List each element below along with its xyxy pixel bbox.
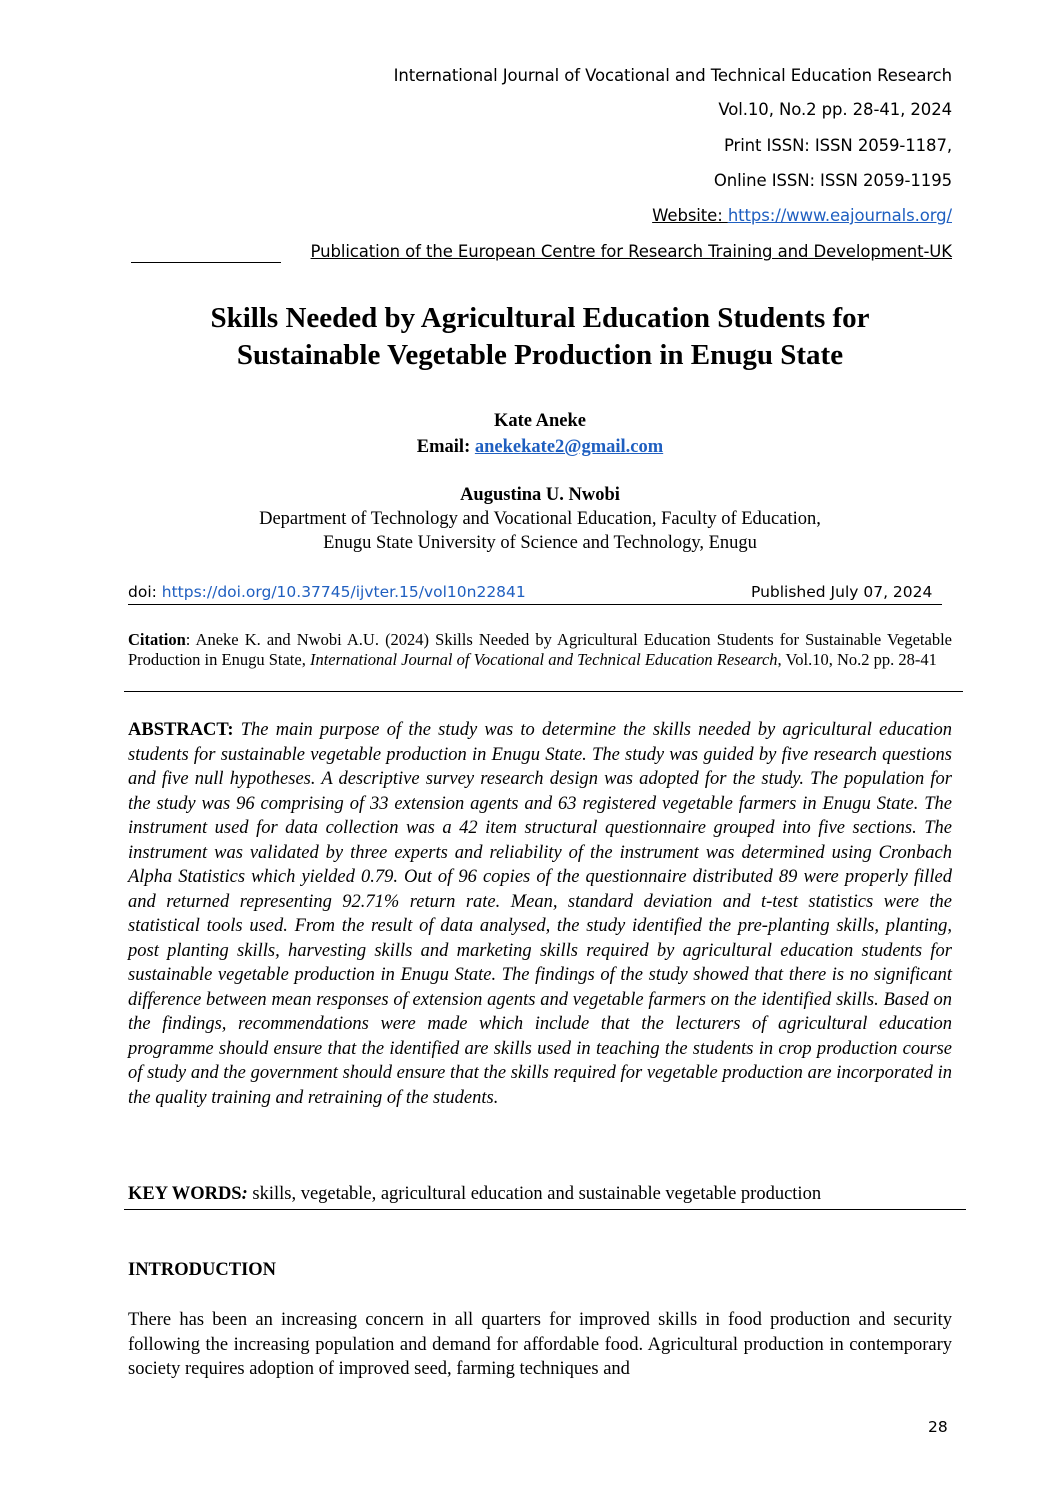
keywords-colon: :	[241, 1184, 248, 1204]
citation-tail: , Vol.10, No.2 pp. 28-41	[777, 650, 937, 669]
citation	[128, 630, 952, 670]
keywords-rule	[124, 1209, 966, 1210]
volume-info: Vol.10, No.2 pp. 28-41, 2024	[718, 100, 952, 119]
email-label: Email:	[416, 437, 475, 457]
citation-journal: International Journal of Vocational and Technical Education Research	[309, 650, 778, 669]
paper-title	[120, 300, 960, 374]
author-1-email-line	[120, 437, 960, 458]
abstract-text: The main purpose of the study was to determine the skills needed by agricultural education students for sustainable vegetable production in Enugu State. The study was guided by five research questions and five null hypotheses. A descriptive survey research design was adopted for the study. The population for the study was 96 comprising of 33 extension agents and 63 registered vegetable farmers in Enugu State. The instrument used for data collection was a 42 item structural questionnaire grouped into five sections. The instrument was validated by three experts and reliability of the instrument was determined using Cronbach Alpha Statistics which yielded 0.79. Out of 96 copies of the questionnaire distributed 89 were properly filled and returned representing 92.71% return rate. Mean, standard deviation and t-test statistics were the statistical tools used. From the result of data analysed, the study identified the pre-planting skills, planting, post planting skills, harvesting skills and marketing skills required by agricultural education students for sustainable vegetable production in Enugu State. The findings of the study showed that there is no significant difference between mean responses of extension agents and vegetable farmers on the identified skills. Based on the findings, recommendations were made which include that the lecturers of agricultural education programme should ensure that the identified are skills used in teaching the students in crop production course of study and the government should ensure that the skills required for vegetable production are incorporated in the quality training and retraining of the students.	[128, 720, 952, 1108]
print-issn: Print ISSN: ISSN 2059-1187,	[723, 136, 952, 155]
header-rule	[131, 262, 281, 263]
title-line-2: Sustainable Vegetable Production in Enugu State	[236, 339, 844, 371]
published-date: Published July 07, 2024	[751, 583, 933, 601]
author-1-email-link[interactable]: anekekate2@gmail.com	[474, 437, 664, 457]
keywords	[128, 1184, 958, 1205]
doi-line	[128, 583, 526, 601]
website-label: Website:	[652, 206, 728, 225]
introduction-paragraph: There has been an increasing concern in all quarters for improved skills in food production and security following the increasing population and demand for affordable food. Agricultural production in contemporary society requires adoption of improved seed, farming techniques and	[128, 1310, 952, 1379]
online-issn: Online ISSN: ISSN 2059-1195	[713, 171, 952, 190]
title-line-1: Skills Needed by Agricultural Education Students for	[210, 302, 870, 334]
introduction-heading: INTRODUCTION	[128, 1260, 277, 1280]
citation-label: Citation	[128, 630, 186, 649]
abstract	[128, 718, 952, 1110]
publisher-line: Publication of the European Centre for Research Training and Development-UK	[310, 242, 952, 261]
affiliation-line-2: Enugu State University of Science and Technology, Enugu	[323, 533, 757, 553]
website-line	[652, 206, 952, 225]
page-number: 28	[928, 1418, 948, 1436]
abstract-label: ABSTRACT:	[128, 720, 234, 740]
doi-rule	[128, 604, 942, 605]
keywords-label: KEY WORDS	[128, 1184, 242, 1204]
journal-name: International Journal of Vocational and Technical Education Research	[393, 66, 952, 85]
doi-label: doi:	[128, 583, 162, 601]
doi-link[interactable]: https://doi.org/10.37745/ijvter.15/vol10n22841	[161, 583, 526, 601]
citation-text: : Aneke K. and Nwobi A.U. (2024) Skills Needed by Agricultural Education Students for Sustainable Vegetable Production in Enugu State,	[128, 630, 952, 669]
keywords-text: skills, vegetable, agricultural education and sustainable vegetable production	[247, 1184, 822, 1204]
author-2-name: Augustina U. Nwobi	[460, 485, 620, 505]
affiliation-line-1: Department of Technology and Vocational Education, Faculty of Education,	[259, 509, 821, 529]
website-link[interactable]: https://www.eajournals.org/	[727, 206, 952, 225]
author-1-name: Kate Aneke	[494, 411, 586, 431]
citation-rule	[124, 691, 963, 692]
